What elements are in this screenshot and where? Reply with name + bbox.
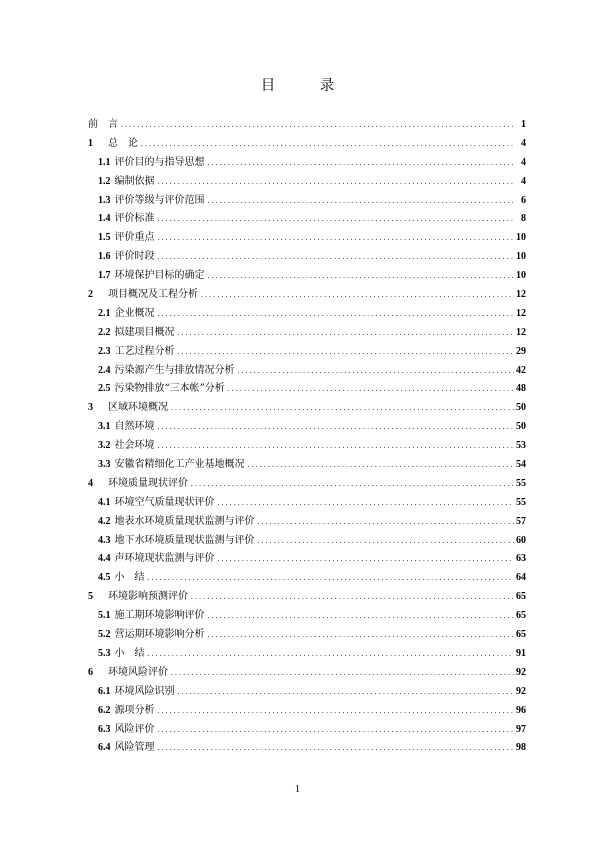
toc-entry-label: 评价重点 — [114, 232, 155, 244]
toc-entry[interactable] — [88, 437, 526, 456]
toc-entry-page: 10 — [516, 232, 526, 244]
toc-entry-number: 2.2 — [98, 326, 111, 338]
toc-dot-leader — [147, 646, 515, 665]
toc-entry-label: 编制依据 — [114, 175, 155, 187]
toc-entry-label: 风险评价 — [114, 723, 155, 735]
toc-dot-leader — [170, 400, 514, 419]
toc-dot-leader — [157, 438, 515, 457]
toc-entry-page: 65 — [516, 610, 526, 622]
toc-entry-label: 社会环境 — [114, 440, 155, 452]
toc-entry-page: 92 — [516, 685, 526, 697]
toc-entry-page: 54 — [516, 459, 526, 471]
toc-entry-page: 57 — [516, 515, 526, 527]
toc-entry[interactable] — [88, 362, 526, 381]
toc-dot-leader — [237, 363, 515, 382]
toc-entry-label: 地表水环境质量现状监测与评价 — [114, 515, 255, 527]
toc-entry[interactable] — [88, 267, 526, 286]
toc-entry-page: 29 — [516, 345, 526, 357]
toc-entry-page: 64 — [516, 572, 526, 584]
toc-entry-label: 评价标准 — [114, 213, 155, 225]
toc-entry-label: 自然环境 — [114, 421, 155, 433]
toc-entry[interactable] — [88, 192, 526, 211]
toc-entry-label: 施工期环境影响评价 — [114, 610, 205, 622]
toc-dot-leader — [200, 287, 514, 306]
toc-entry[interactable] — [88, 154, 526, 173]
toc-entry-label: 环境风险识别 — [114, 685, 175, 697]
toc-entry[interactable] — [88, 305, 526, 324]
toc-dot-leader — [177, 344, 515, 363]
toc-entry[interactable] — [88, 550, 526, 569]
toc-dot-leader — [217, 495, 515, 514]
toc-entry-number: 1.7 — [98, 270, 111, 282]
toc-dot-leader — [157, 230, 515, 249]
toc-entry[interactable] — [88, 532, 526, 551]
toc-entry-number: 2.3 — [98, 345, 111, 357]
toc-entry[interactable] — [88, 116, 526, 135]
toc-entry-label: 项目概况及工程分析 — [108, 289, 198, 301]
toc-entry-number: 3.1 — [98, 421, 111, 433]
toc-dot-leader — [177, 684, 515, 703]
toc-entry-number: 3.2 — [98, 440, 111, 452]
toc-entry[interactable] — [88, 569, 526, 588]
toc-entry-label: 评价时段 — [114, 251, 155, 263]
toc-entry-number: 4.3 — [98, 534, 111, 546]
toc-entry-page: 50 — [516, 421, 526, 433]
toc-dot-leader — [170, 665, 514, 684]
toc-dot-leader — [157, 740, 515, 759]
toc-entry-label: 环境空气质量现状评价 — [114, 496, 215, 508]
toc-entry[interactable] — [88, 721, 526, 740]
toc-entry-page: 97 — [516, 723, 526, 735]
toc-entry-number: 1 — [88, 137, 93, 149]
toc-entry-number: 1.1 — [98, 156, 111, 168]
toc-entry-page: 1 — [521, 119, 526, 130]
toc-entry-number: 4.2 — [98, 515, 111, 527]
toc-entry-number: 2.4 — [98, 364, 111, 376]
toc-entry-page: 63 — [516, 553, 526, 565]
toc-entry-page: 10 — [516, 251, 526, 263]
toc-entry-label: 环境质量现状评价 — [108, 477, 188, 489]
toc-entry[interactable] — [88, 645, 526, 664]
toc-entry-page: 91 — [516, 647, 526, 659]
toc-entry[interactable] — [88, 135, 526, 154]
toc-entry[interactable] — [88, 702, 526, 721]
toc-dot-leader — [207, 608, 515, 627]
toc-dot-leader — [227, 381, 514, 400]
toc-dot-leader — [157, 306, 515, 325]
toc-entry-page: 6 — [521, 194, 526, 206]
toc-entry-page: 4 — [521, 175, 526, 187]
toc-dot-leader — [177, 325, 515, 344]
toc-entry-number: 2.1 — [98, 307, 111, 319]
toc-entry-number: 5.1 — [98, 610, 111, 622]
toc-entry-label: 风险管理 — [114, 742, 155, 754]
toc-entry[interactable] — [88, 343, 526, 362]
toc-entry[interactable] — [88, 399, 526, 418]
toc-entry-number: 4.1 — [98, 496, 111, 508]
toc-entry-page: 12 — [516, 307, 526, 319]
toc-entry-label: 区域环境概况 — [108, 402, 168, 414]
toc-entry-number: 6.4 — [98, 742, 111, 754]
toc-entry-number: 4 — [88, 477, 93, 489]
table-of-contents — [88, 116, 526, 758]
toc-dot-leader — [207, 155, 515, 174]
toc-entry[interactable] — [88, 626, 526, 645]
toc-entry-page: 48 — [516, 383, 526, 395]
toc-entry-number: 1.3 — [98, 194, 111, 206]
toc-entry-label: 环境风险评价 — [108, 666, 168, 678]
toc-entry-page: 65 — [516, 629, 526, 641]
toc-entry[interactable] — [88, 513, 526, 532]
toc-entry-page: 50 — [516, 402, 526, 414]
toc-entry[interactable] — [88, 588, 526, 607]
toc-entry-label: 小 结 — [114, 572, 145, 584]
toc-dot-leader — [207, 268, 515, 287]
toc-entry-page: 65 — [516, 591, 526, 603]
toc-entry[interactable] — [88, 248, 526, 267]
toc-entry-page: 60 — [516, 534, 526, 546]
toc-entry-page: 55 — [516, 496, 526, 508]
toc-entry-page: 4 — [521, 137, 526, 149]
toc-entry-label: 工艺过程分析 — [114, 345, 175, 357]
toc-entry-page: 98 — [516, 742, 526, 754]
toc-entry[interactable] — [88, 494, 526, 513]
toc-entry-label: 拟建项目概况 — [114, 326, 175, 338]
toc-entry-page: 96 — [516, 704, 526, 716]
toc-entry-page: 92 — [516, 666, 526, 678]
toc-entry-number: 6 — [88, 666, 93, 678]
toc-dot-leader — [190, 476, 514, 495]
toc-entry-page: 42 — [516, 364, 526, 376]
toc-entry-label: 企业概况 — [114, 307, 155, 319]
toc-entry[interactable] — [88, 475, 526, 494]
toc-entry-number: 3 — [88, 402, 93, 414]
toc-entry-number: 6.2 — [98, 704, 111, 716]
toc-entry[interactable] — [88, 607, 526, 626]
toc-entry-page: 55 — [516, 477, 526, 489]
toc-entry-label: 地下水环境质量现状监测与评价 — [114, 534, 255, 546]
toc-entry-label: 前 言 — [88, 119, 118, 130]
toc-entry-number: 6.1 — [98, 685, 111, 697]
toc-entry-number: 3.3 — [98, 459, 111, 471]
toc-entry[interactable] — [88, 456, 526, 475]
toc-entry[interactable] — [88, 210, 526, 229]
toc-entry[interactable] — [88, 286, 526, 305]
toc-entry-number: 5 — [88, 591, 93, 603]
toc-entry-number: 5.3 — [98, 647, 111, 659]
toc-entry[interactable] — [88, 683, 526, 702]
toc-dot-leader — [147, 570, 515, 589]
toc-entry-label: 源项分析 — [114, 704, 155, 716]
toc-entry-label: 声环境现状监测与评价 — [114, 553, 215, 565]
toc-entry-page: 12 — [516, 289, 526, 301]
toc-dot-leader — [120, 117, 514, 136]
toc-dot-leader — [157, 419, 515, 438]
toc-entry-page: 10 — [516, 270, 526, 282]
toc-dot-leader — [257, 533, 515, 552]
toc-entry-label: 安徽省精细化工产业基地概况 — [114, 459, 245, 471]
toc-entry[interactable] — [88, 173, 526, 192]
toc-dot-leader — [190, 589, 514, 608]
toc-entry-number: 1.6 — [98, 251, 111, 263]
toc-dot-leader — [140, 136, 514, 155]
toc-entry-label: 污染源产生与排放情况分析 — [114, 364, 235, 376]
toc-dot-leader — [157, 211, 515, 230]
toc-entry-label: 评价目的与指导思想 — [114, 156, 205, 168]
toc-entry-page: 12 — [516, 326, 526, 338]
toc-entry-page: 8 — [521, 213, 526, 225]
toc-entry-label: 污染物排放“三本帐”分析 — [114, 383, 225, 395]
toc-entry[interactable] — [88, 664, 526, 683]
toc-entry-number: 1.2 — [98, 175, 111, 187]
toc-entry-page: 4 — [521, 156, 526, 168]
toc-dot-leader — [247, 457, 515, 476]
toc-entry-number: 2 — [88, 289, 93, 301]
toc-entry-number: 5.2 — [98, 629, 111, 641]
toc-entry-label: 总 论 — [108, 137, 138, 149]
toc-entry-number: 1.5 — [98, 232, 111, 244]
toc-entry-number: 1.4 — [98, 213, 111, 225]
toc-entry-label: 评价等级与评价范围 — [114, 194, 205, 206]
toc-entry-page: 53 — [516, 440, 526, 452]
toc-entry[interactable] — [88, 380, 526, 399]
toc-dot-leader — [157, 703, 515, 722]
toc-entry-number: 2.5 — [98, 383, 111, 395]
page-number: 1 — [295, 784, 300, 795]
toc-entry[interactable] — [88, 739, 526, 758]
toc-dot-leader — [207, 627, 515, 646]
toc-dot-leader — [217, 551, 515, 570]
toc-entry[interactable] — [88, 229, 526, 248]
toc-entry[interactable] — [88, 418, 526, 437]
toc-entry-label: 环境影响预测评价 — [108, 591, 188, 603]
toc-entry-number: 6.3 — [98, 723, 111, 735]
document-title: 目 录 — [260, 78, 355, 94]
toc-entry-label: 小 结 — [114, 647, 145, 659]
toc-entry[interactable] — [88, 324, 526, 343]
toc-dot-leader — [157, 722, 515, 741]
toc-entry-label: 环境保护目标的确定 — [114, 270, 205, 282]
toc-entry-label: 营运期环境影响分析 — [114, 629, 205, 641]
toc-dot-leader — [157, 174, 515, 193]
toc-dot-leader — [207, 193, 515, 212]
toc-entry-number: 4.5 — [98, 572, 111, 584]
toc-dot-leader — [157, 249, 515, 268]
toc-dot-leader — [257, 514, 515, 533]
toc-entry-number: 4.4 — [98, 553, 111, 565]
